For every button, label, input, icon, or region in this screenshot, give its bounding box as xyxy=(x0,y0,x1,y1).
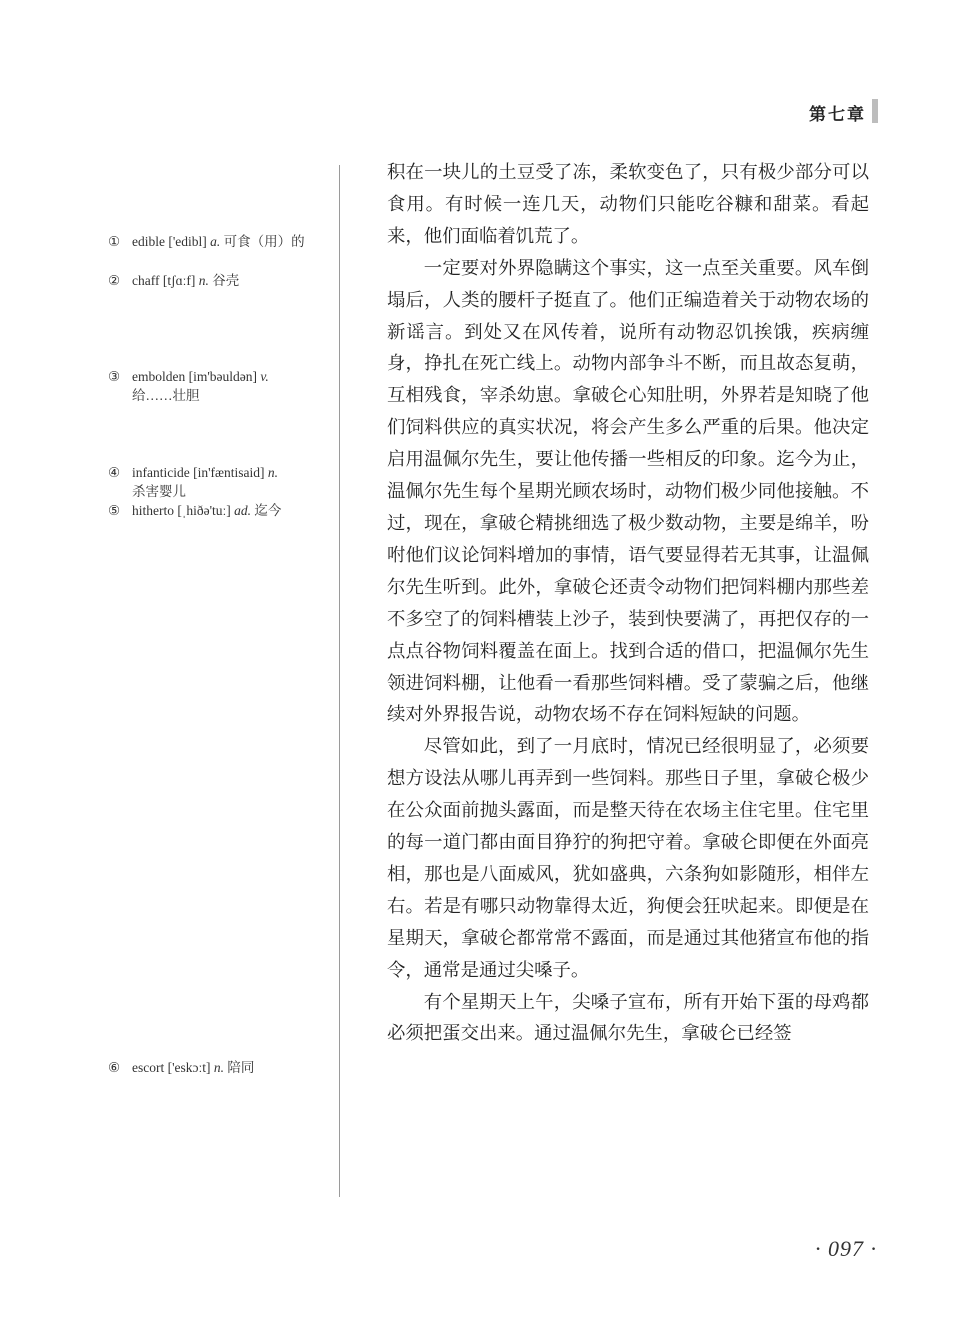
glossary-phonetic: [in'fæntisaid] xyxy=(193,465,265,480)
glossary-meaning: 谷壳 xyxy=(212,273,240,288)
glossary-number: ⑥ xyxy=(108,1060,121,1075)
chapter-marker-bar xyxy=(872,99,878,123)
glossary-meaning: 陪同 xyxy=(227,1060,255,1075)
glossary-entry-infanticide xyxy=(108,463,323,501)
glossary-meaning: 杀害婴儿 xyxy=(132,484,186,499)
glossary-entry-hitherto xyxy=(108,501,323,520)
glossary-word: escort xyxy=(132,1060,165,1075)
glossary-entry-edible xyxy=(108,232,323,251)
column-divider xyxy=(339,165,340,1197)
glossary-pos: n. xyxy=(198,273,209,288)
glossary-pos: n. xyxy=(213,1060,225,1075)
glossary-number: ② xyxy=(108,273,121,288)
glossary-word: infanticide xyxy=(132,465,190,480)
glossary-word: chaff xyxy=(132,273,160,288)
glossary-number: ⑤ xyxy=(108,503,121,518)
glossary-pos: ad. xyxy=(234,503,252,518)
paragraph: 尽管如此，到了一月底时，情况已经很明显了，必须要想方设法从哪儿再弄到一些饲料。那些日子里，拿破仑极少在公众面前抛头露面，而是整天待在农场主住宅里。住宅里的每一道门都由面目狰狞的狗把守着。拿破仑即便在外面亮相，那也是八面威风，犹如盛典，六条狗如影随形，相伴左右。若是有哪只动物靠得太近，狗便会狂吠起来。即便是在星期天，拿破仑都常常不露面，而是通过其他猪宣布他的指令，通常是通过尖嗓子。 xyxy=(387,736,869,981)
paragraph: 一定要对外界隐瞒这个事实，这一点至关重要。风车倒塌后，人类的腰杆子挺直了。他们正编造着关于动物农场的新谣言。到处又在风传着，说所有动物忍饥挨饿，疾病缠身，挣扎在死亡线上。动物内部争斗不断，而且故态复萌，互相残食，宰杀幼崽。拿破仑心知肚明，外界若是知晓了他们饲料供应的真实状况，将会产生多么严重的后果。他决定启用温佩尔先生，要让他传播一些相反的印象。迄今为止，温佩尔先生每个星期光顾农场时，动物们极少同他接触。不过，现在，拿破仑精挑细选了极少数动物，主要是绵羊，吩咐他们议论饲料增加的事情，语气要显得若无其事，让温佩尔先生听到。此外，拿破仑还责令动物们把饲料棚内那些差不多空了的饲料槽装上沙子，装到快要满了，再把仅存的一点点谷物饲料覆盖在面上。找到合适的借口，把温佩尔先生领进饲料棚，让他看一看那些饲料槽。受了蒙骗之后，他继续对外界报告说，动物农场不存在饲料短缺的问题。 xyxy=(387,257,869,726)
glossary-meaning: 可食（用）的 xyxy=(223,234,305,249)
paragraph: 有个星期天上午，尖嗓子宣布，所有开始下蛋的母鸡都必须把蛋交出来。通过温佩尔先生，拿破仑已经签 xyxy=(387,991,869,1045)
main-text xyxy=(387,157,869,1050)
glossary-number: ① xyxy=(108,234,121,249)
glossary-phonetic: [ˌhiðə'tuː] xyxy=(177,503,231,518)
page-number: · 097 · xyxy=(815,1236,877,1261)
glossary-phonetic: [tʃɑːf] xyxy=(162,273,196,288)
chapter-title: 第七章 xyxy=(809,105,866,125)
glossary-phonetic: ['eskɔːt] xyxy=(167,1060,211,1075)
glossary-pos: a. xyxy=(210,234,221,249)
glossary-number: ④ xyxy=(108,465,121,480)
glossary-phonetic: [im'bəuldən] xyxy=(188,369,258,384)
glossary-pos: n. xyxy=(267,465,279,480)
glossary-entry-chaff xyxy=(108,271,323,290)
glossary-pos: v. xyxy=(260,369,269,384)
glossary-meaning: 给……壮胆 xyxy=(132,388,200,403)
glossary-number: ③ xyxy=(108,369,121,384)
glossary-phonetic: ['edibl] xyxy=(168,234,207,249)
glossary-entry-embolden xyxy=(108,367,323,405)
glossary-meaning: 迄今 xyxy=(254,503,282,518)
glossary-word: hitherto xyxy=(132,503,174,518)
glossary-entry-escort xyxy=(108,1058,323,1077)
paragraph: 积在一块儿的土豆受了冻，柔软变色了，只有极少部分可以食用。有时候一连几天，动物们只能吃谷糠和甜菜。看起来，他们面临着饥荒了。 xyxy=(387,162,869,247)
glossary-word: embolden xyxy=(132,369,186,384)
glossary-word: edible xyxy=(132,234,165,249)
